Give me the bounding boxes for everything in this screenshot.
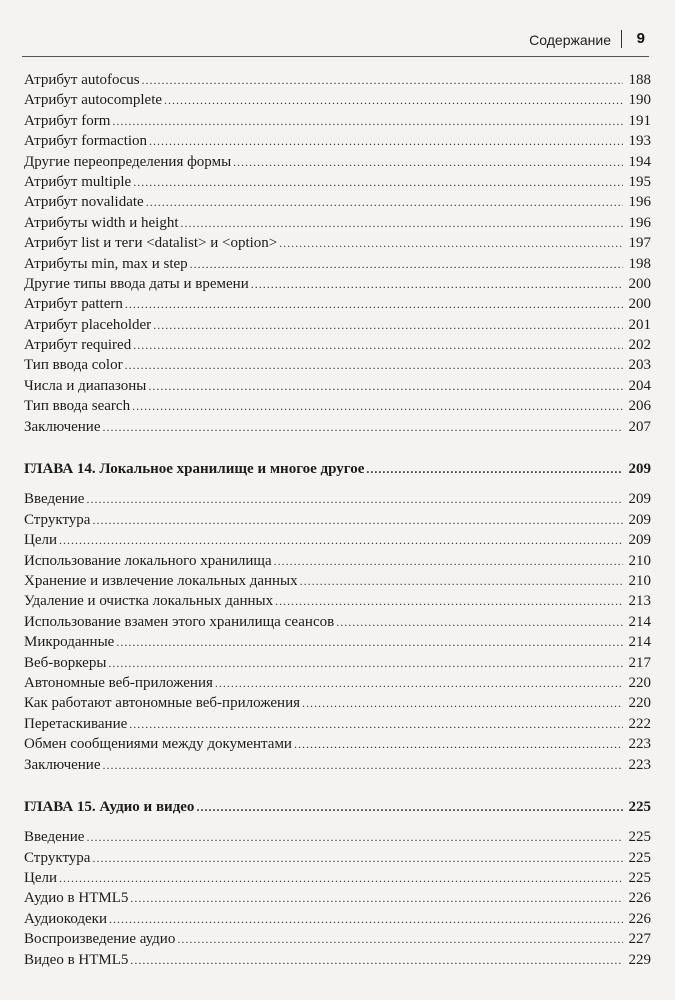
toc-entry	[24, 111, 651, 131]
toc-entry	[24, 734, 651, 754]
toc-entry	[24, 888, 651, 908]
toc-entry-page: 209	[628, 532, 651, 549]
toc-entry-label: Атрибут required	[24, 337, 132, 354]
toc-entry-page: 214	[628, 634, 651, 651]
toc-entry-page: 225	[628, 849, 651, 866]
toc-chapter-entry	[24, 459, 651, 479]
toc-entry-label: Другие типы ввода даты и времени	[24, 275, 249, 292]
toc-entry	[24, 755, 651, 775]
toc-entry-label: Тип ввода search	[24, 398, 131, 415]
toc-entry-label: Атрибут formaction	[24, 133, 148, 150]
toc-entry-page: 214	[628, 613, 651, 630]
table-of-contents	[24, 70, 651, 970]
toc-entry-label: Удаление и очистка локальных данных	[24, 593, 274, 610]
dot-leader	[153, 315, 623, 335]
dot-leader	[336, 612, 623, 632]
toc-entry-label: Аудио в HTML5	[24, 890, 129, 907]
toc-entry-page: 198	[628, 255, 651, 272]
dot-leader	[300, 571, 623, 591]
dot-leader	[366, 459, 623, 479]
toc-entry-page: 227	[628, 931, 651, 948]
toc-entry	[24, 172, 651, 192]
dot-leader	[149, 131, 623, 151]
toc-entry-label: Атрибут autofocus	[24, 72, 140, 88]
toc-entry	[24, 714, 651, 734]
toc-entry-page: 226	[628, 910, 651, 927]
toc-entry-label: Веб-воркеры	[24, 654, 107, 671]
toc-entry-label: Цели	[24, 532, 58, 549]
dot-leader	[164, 90, 623, 110]
page-number: 9	[636, 30, 645, 47]
toc-entry	[24, 929, 651, 949]
dot-leader	[294, 734, 623, 754]
dot-leader	[142, 70, 623, 90]
dot-leader	[215, 673, 623, 693]
toc-entry-label: Использование взамен этого хранилища сеансов	[24, 613, 335, 630]
toc-entry	[24, 254, 651, 274]
toc-entry-page: 225	[628, 829, 651, 846]
toc-entry-label: Заключение	[24, 418, 101, 435]
toc-entry-label: Структура	[24, 511, 91, 528]
toc-entry-page: 201	[628, 316, 651, 333]
toc-entry-label: Перетаскивание	[24, 715, 128, 732]
toc-entry-label: Микроданные	[24, 634, 115, 651]
toc-entry	[24, 355, 651, 375]
dot-leader	[274, 551, 623, 571]
toc-entry	[24, 131, 651, 151]
toc-entry	[24, 335, 651, 355]
toc-entry	[24, 489, 651, 509]
toc-entry-label: Цели	[24, 870, 58, 887]
dot-leader	[116, 632, 623, 652]
toc-entry-label: Введение	[24, 491, 85, 508]
toc-entry-page: 195	[628, 173, 651, 190]
dot-leader	[125, 355, 623, 375]
toc-entry-page: 196	[628, 194, 651, 211]
dot-leader	[190, 254, 623, 274]
toc-entry-page: 207	[628, 418, 651, 435]
dot-leader	[177, 929, 623, 949]
dot-leader	[302, 693, 623, 713]
toc-entry	[24, 417, 651, 437]
dot-leader	[103, 417, 624, 437]
toc-entry-label: Другие переопределения формы	[24, 153, 232, 170]
toc-entry-page: 220	[628, 674, 651, 691]
toc-entry-page: 225	[628, 870, 651, 887]
toc-entry-label: Атрибут pattern	[24, 296, 123, 313]
running-header-title: Содержание	[529, 32, 611, 48]
toc-entry	[24, 90, 651, 110]
toc-entry	[24, 376, 651, 396]
toc-entry-page: 210	[628, 572, 651, 589]
toc-entry-label: Числа и диапазоны	[24, 377, 147, 394]
dot-leader	[103, 755, 624, 775]
toc-entry	[24, 213, 651, 233]
toc-entry-page: 190	[628, 92, 651, 109]
toc-entry-page: 213	[628, 593, 651, 610]
dot-leader	[130, 888, 623, 908]
toc-entry-page: 222	[628, 715, 651, 732]
toc-entry-page: 191	[628, 112, 651, 129]
dot-leader	[148, 376, 623, 396]
toc-entry	[24, 827, 651, 847]
toc-entry-label: Атрибут autocomplete	[24, 92, 163, 109]
toc-entry-label: Введение	[24, 829, 85, 846]
toc-chapter-entry	[24, 797, 651, 817]
header-separator	[621, 30, 622, 48]
dot-leader	[92, 848, 623, 868]
toc-entry-label: Автономные веб-приложения	[24, 674, 213, 691]
toc-entry	[24, 274, 651, 294]
toc-entry-label: Атрибуты width и height	[24, 214, 179, 231]
toc-entry-page: 197	[628, 235, 651, 252]
dot-leader	[233, 152, 623, 172]
dot-leader	[180, 213, 623, 233]
toc-entry	[24, 70, 651, 90]
dot-leader	[109, 909, 623, 929]
toc-entry-page: 188	[628, 72, 651, 88]
toc-entry	[24, 673, 651, 693]
toc-entry	[24, 530, 651, 550]
dot-leader	[92, 510, 623, 530]
dot-leader	[86, 827, 623, 847]
toc-entry-page: 217	[628, 654, 651, 671]
toc-entry	[24, 294, 651, 314]
toc-entry-label: Заключение	[24, 756, 101, 773]
toc-entry	[24, 612, 651, 632]
toc-entry-page: 209	[628, 511, 651, 528]
toc-entry	[24, 233, 651, 253]
dot-leader	[196, 797, 623, 817]
toc-entry-page: 229	[628, 951, 651, 968]
toc-entry	[24, 396, 651, 416]
toc-entry-label: Хранение и извлечение локальных данных	[24, 572, 298, 589]
toc-entry-page: 225	[628, 798, 651, 815]
dot-leader	[133, 335, 623, 355]
dot-leader	[59, 868, 623, 888]
dot-leader	[251, 274, 623, 294]
toc-entry-page: 200	[628, 296, 651, 313]
toc-entry	[24, 909, 651, 929]
toc-entry	[24, 848, 651, 868]
toc-entry-label: Атрибуты min, max и step	[24, 255, 188, 272]
toc-chapter-title: ГЛАВА 15. Аудио и видео	[24, 798, 195, 815]
toc-entry-label: Обмен сообщениями между документами	[24, 736, 292, 753]
dot-leader	[133, 172, 623, 192]
toc-entry-page: 193	[628, 133, 651, 150]
toc-entry	[24, 950, 651, 970]
header-rule	[22, 56, 649, 57]
toc-entry-page: 196	[628, 214, 651, 231]
dot-leader	[59, 530, 623, 550]
toc-entry-label: Атрибут form	[24, 112, 111, 129]
dot-leader	[275, 591, 623, 611]
dot-leader	[129, 714, 623, 734]
dot-leader	[125, 294, 623, 314]
dot-leader	[279, 233, 623, 253]
toc-entry-page: 209	[628, 461, 651, 478]
toc-entry-label: Аудиокодеки	[24, 910, 107, 927]
dot-leader	[86, 489, 623, 509]
toc-chapter-title: ГЛАВА 14. Локальное хранилище и многое другое	[24, 461, 365, 478]
toc-entry	[24, 591, 651, 611]
toc-entry-label: Атрибут multiple	[24, 173, 132, 190]
toc-entry-label: Структура	[24, 849, 91, 866]
toc-entry-label: Тип ввода color	[24, 357, 123, 374]
toc-entry-label: Атрибут placeholder	[24, 316, 152, 333]
toc-entry	[24, 653, 651, 673]
toc-entry	[24, 152, 651, 172]
toc-entry-page: 203	[628, 357, 651, 374]
toc-entry-page: 220	[628, 695, 651, 712]
toc-entry-label: Атрибут novalidate	[24, 194, 144, 211]
toc-entry-page: 209	[628, 491, 651, 508]
toc-entry-label: Воспроизведение аудио	[24, 931, 176, 948]
running-header	[0, 26, 675, 56]
toc-entry	[24, 693, 651, 713]
dot-leader	[108, 653, 623, 673]
toc-entry-page: 223	[628, 756, 651, 773]
toc-entry	[24, 868, 651, 888]
dot-leader	[130, 950, 623, 970]
toc-entry	[24, 192, 651, 212]
toc-entry-page: 206	[628, 398, 651, 415]
toc-entry	[24, 315, 651, 335]
toc-entry-page: 226	[628, 890, 651, 907]
toc-entry-page: 204	[628, 377, 651, 394]
toc-entry	[24, 551, 651, 571]
dot-leader	[112, 111, 623, 131]
toc-entry-label: Как работают автономные веб-приложения	[24, 695, 300, 712]
toc-entry	[24, 571, 651, 591]
toc-entry	[24, 510, 651, 530]
toc-entry-label: Атрибут list и теги <datalist> и <option>	[24, 235, 278, 252]
toc-entry-label: Использование локального хранилища	[24, 552, 272, 569]
toc-entry-page: 200	[628, 275, 651, 292]
dot-leader	[132, 396, 623, 416]
toc-entry-label: Видео в HTML5	[24, 951, 129, 968]
toc-entry	[24, 632, 651, 652]
dot-leader	[146, 192, 623, 212]
toc-entry-page: 223	[628, 736, 651, 753]
toc-entry-page: 194	[628, 153, 651, 170]
toc-entry-page: 202	[628, 337, 651, 354]
toc-entry-page: 210	[628, 552, 651, 569]
